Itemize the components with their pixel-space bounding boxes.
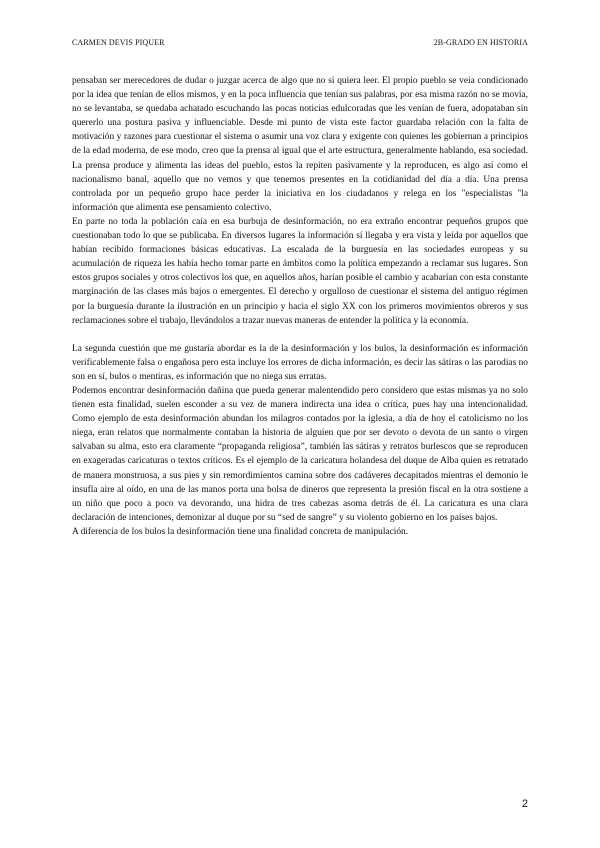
document-body: [72, 74, 528, 539]
paragraph-2: En parte no toda la población caía en esa burbuja de desinformación, no era extraño encontrar pequeños grupos que cuestionaban todo lo que se publicaba. En diversos lugares la información sí llegaba y era vista y leída por aquellos que habían recibido formaciones básicas educativas. La escalada de la burguesía en las sociedades europeas y su acumulación de riqueza les había hecho tomar parte en ámbitos como la política empezando a reclamar sus lugares. Son estos grupos sociales y otros colectivos los que, en aquellos años, harían posible el cambio y acabarían con esta constante marginación de las clases más bajos o emergentes. El derecho y orgulloso de cuestionar el sistema del antiguo régimen por la burguesía durante la ilustración en un principio y hacia el siglo XX con los primeros movimientos obreros y sus reclamaciones sobre el trabajo, llevándolos a trazar nuevas maneras de entender la política y la economía.: [72, 216, 528, 326]
page-number: 2: [521, 798, 528, 810]
page-header: [72, 38, 528, 47]
header-author: CARMEN DEVIS PIQUER: [72, 38, 165, 47]
paragraph-5: A diferencia de los bulos la desinformación tiene una finalidad concreta de manipulación.: [72, 526, 409, 537]
paragraph-3: La segunda cuestión que me gustaría abordar es la de la desinformación y los bulos, la desinformación es información verificablemente falsa o engañosa pero esta incluye los errores de dicha información, es decir las sátiras o las parodias no son en sí, bulos o mentiras, es información que no niega sus erratas.: [72, 343, 528, 382]
paragraph-1: pensaban ser merecedores de dudar o juzgar acerca de algo que no si quiera leer. El propio pueblo se veía condicionado por la idea que tenían de ellos mismos, y en la poca influencia que tenían sus palabras, por esa misma razón no se movía, no se levantaba, se quedaba achatado escuchando las pocas noticias edulcoradas que les venían de fuera, adopataban sin quererlo una postura pasiva y influenciable. Desde mi punto de vista este factor guardaba relación con la falta de motivación y razones para cuestionar el sistema o asumir una voz clara y exigente con quienes les gobiernan a principios de la edad moderna, de ese modo, creo que la prensa al igual que el arte estructura, generalmente hablando, esa sociedad. La prensa produce y alimenta las ideas del pueblo, estos la repiten pasivamente y la reproducen, es algo así como el nacionalismo banal, aquello que no vemos y que tenemos presentes en la cotidianidad del día a día. Una prensa controlada por un pequeño grupo hace perder la iniciativa en los ciudadanos y relega en los "especialistas "la información que alimenta ese pensamiento colectivo.: [72, 76, 528, 213]
header-course: 2B-GRADO EN HISTORIA: [433, 38, 528, 47]
paragraph-4: Podemos encontrar desinformación dañina que pueda generar malentendido pero considero que estas mismas ya no solo tienen esta finalidad, suelen esconder a su vez de manera indirecta una idea o crítica, pues hay una intencionalidad. Como ejemplo de esta desinformación abundan los milagros contados por la iglesia, a día de hoy el catolicismo no los niega, eran relatos que normalmente contaban la historia de alguien que por ser devoto o devota de un santo o virgen salvaban su alma, esto era claramente “propaganda religiosa”, también las sátiras y retratos burlescos que se reproducen en exageradas caricaturas o textos críticos. Es el ejemplo de la caricatura holandesa del duque de Alba quien es retratado de manera monstruosa, a sus pies y sin remordimientos camina sobre dos cadáveres decapitados mientras el demonio le insufla aire al oído, en una de las manos porta una bolsa de dineros que representa la presión fiscal en la otra sostiene a un niño que poco a poco va devorando, una hidra de tres cabezas asoma detrás de él. La caricatura es una clara declaración de intenciones, demonizar al duque por su “sed de sangre” y su violento gobierno en los países bajos.: [72, 385, 528, 523]
